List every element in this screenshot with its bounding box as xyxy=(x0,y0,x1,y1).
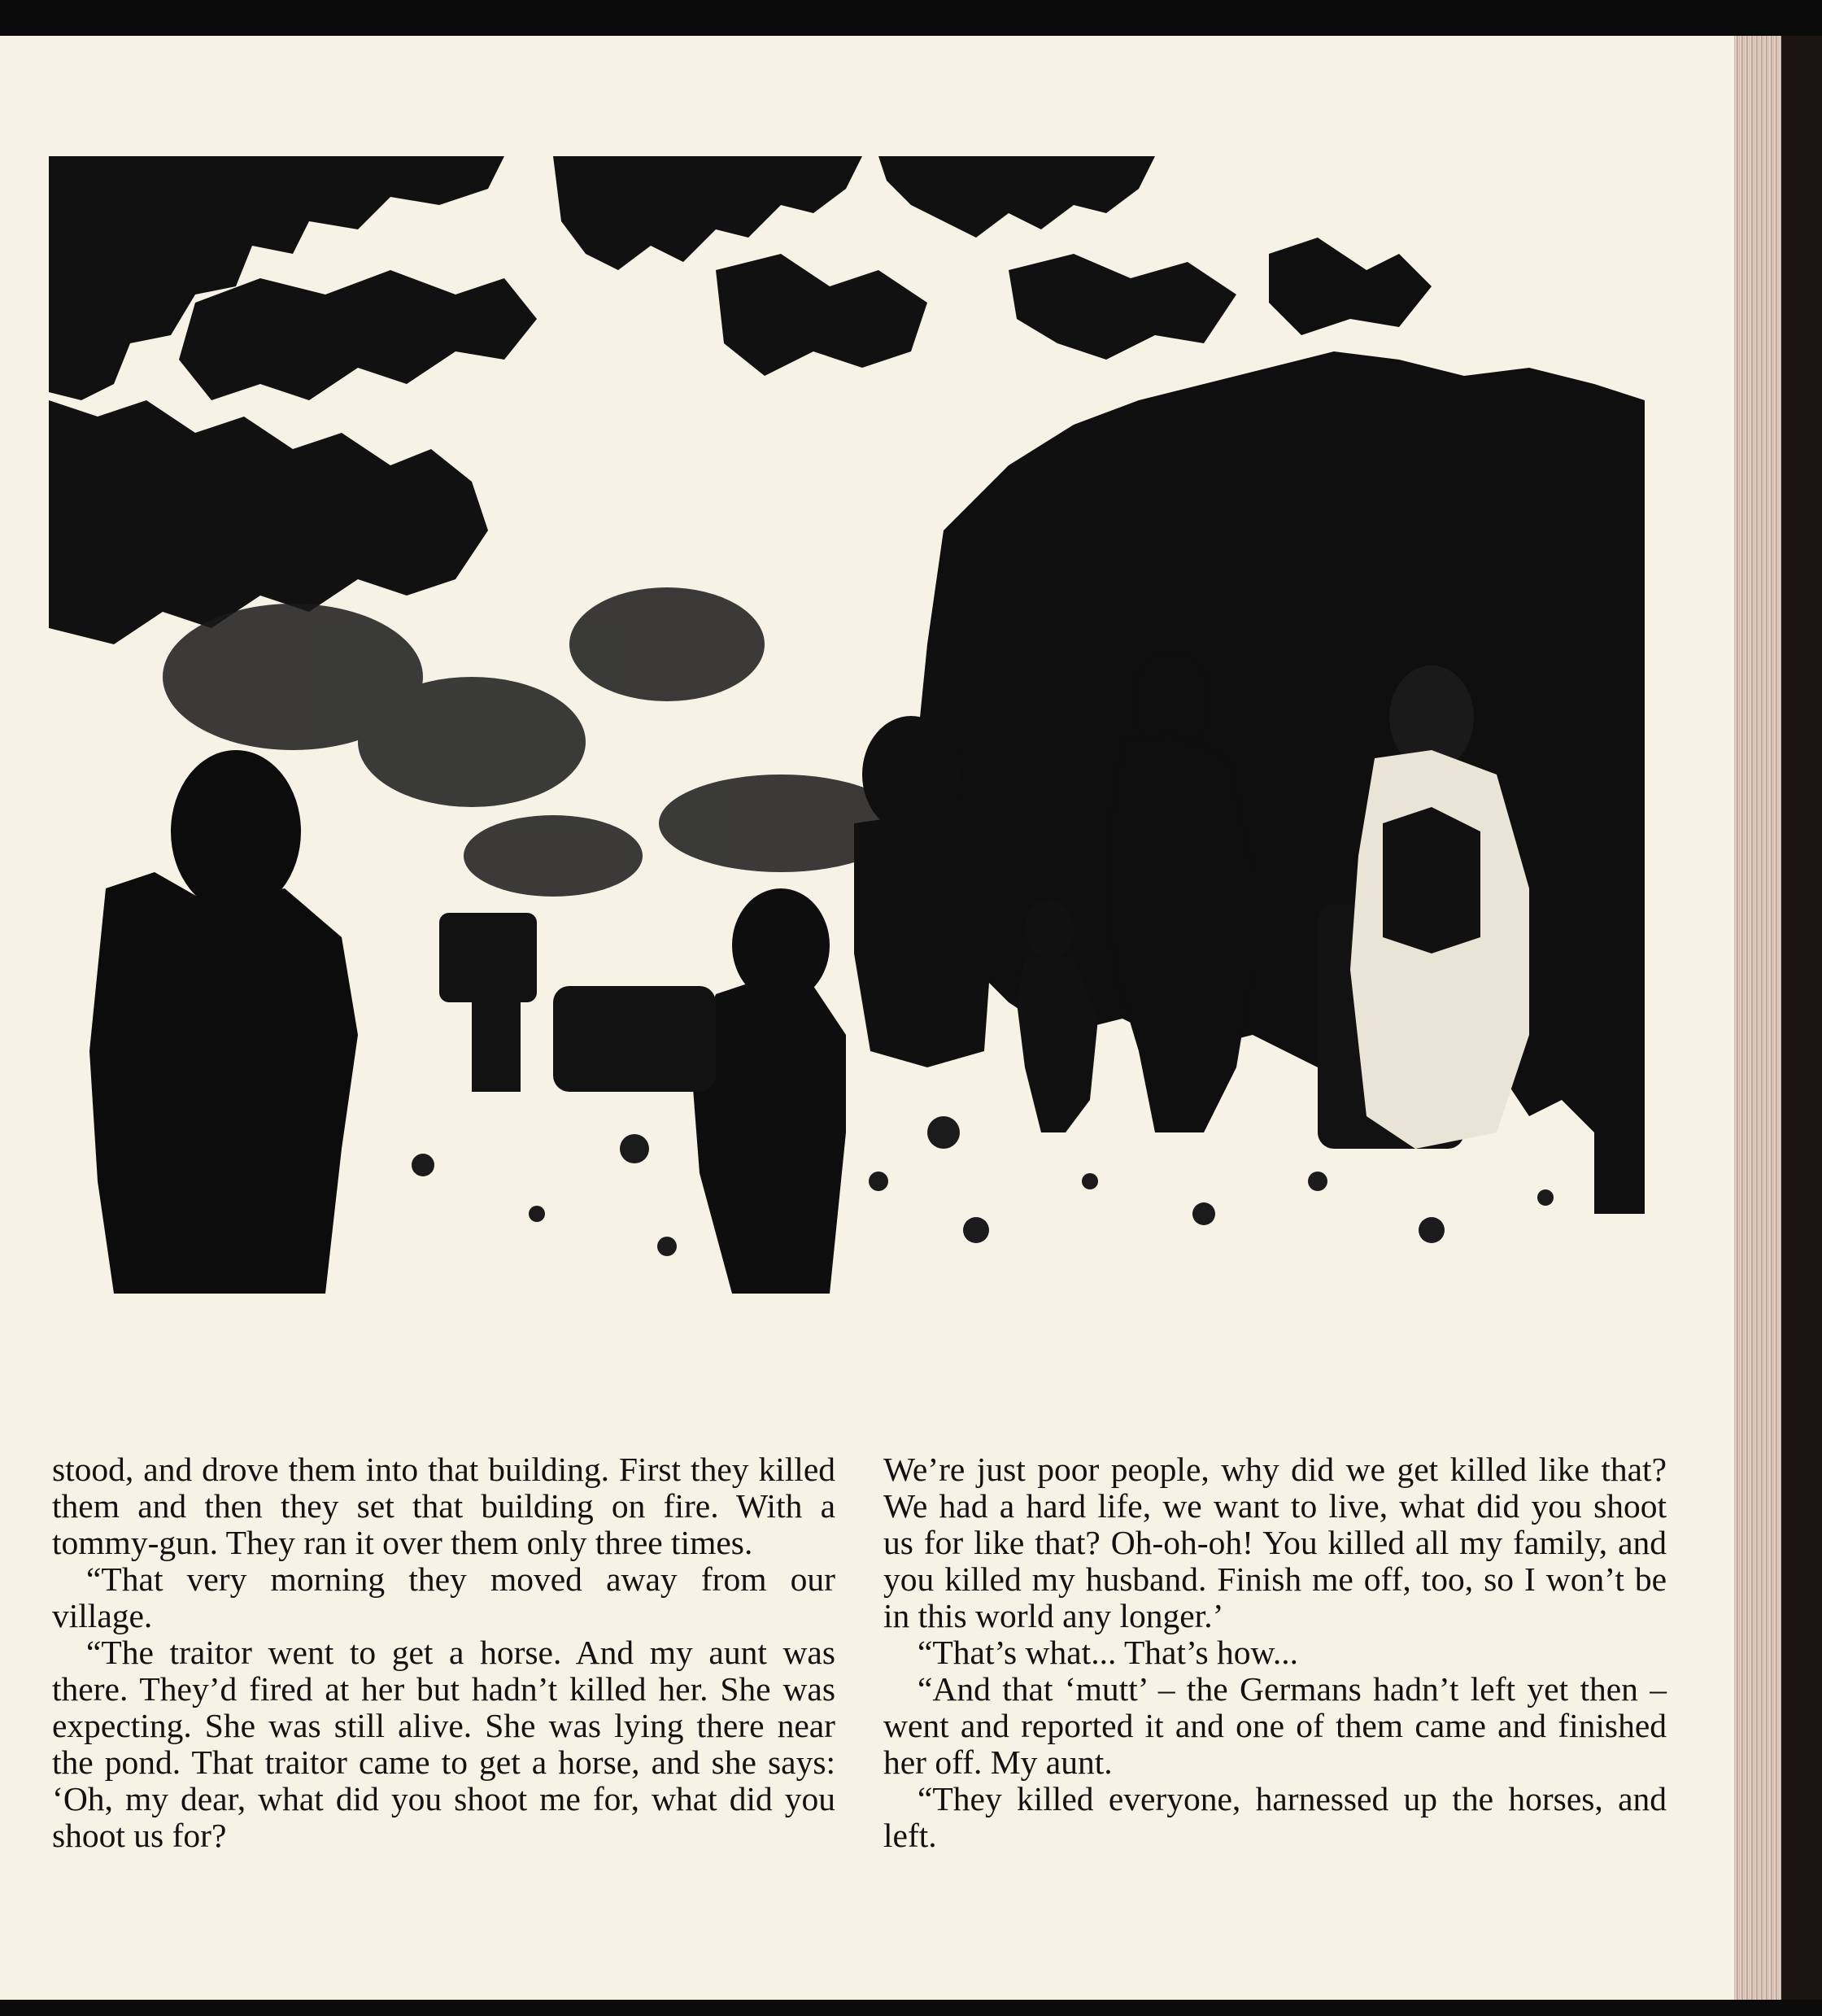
photograph-icon xyxy=(49,156,1645,1294)
paragraph: We’re just poor people, why did we get killed like that? We had a hard life, we want to live, what did you shoot us for like that? Oh-oh-oh! You killed all my family, and you killed my husband. Finish me off, too, so I won’t be in this world any longer.’ xyxy=(883,1451,1667,1634)
text-column-left xyxy=(52,1451,835,1854)
paragraph: stood, and drove them into that building. First they killed them and then they set that building on fire. With a tommy-gun. They ran it over them only three times. xyxy=(52,1451,835,1561)
paragraph: “That very morning they moved away from our village. xyxy=(52,1560,835,1634)
text-column-right xyxy=(883,1451,1667,1854)
figure-child-center xyxy=(691,888,846,1294)
paragraph: “That’s what... That’s how... xyxy=(918,1634,1298,1671)
photograph xyxy=(49,156,1645,1294)
page-edges xyxy=(1734,36,1781,2000)
paragraph: “They killed everyone, harnessed up the horses, and left. xyxy=(883,1780,1667,1854)
paragraph: “The traitor went to get a horse. And my aunt was there. They’d fired at her but hadn’t killed her. She was expecting. She was still alive. She was lying there near the pond. That traitor came to get a horse, and she says: ‘Oh, my dear, what did you shoot me for, what did you shoot us for? xyxy=(52,1634,835,1854)
paragraph: “And that ‘mutt’ – the Germans hadn’t left yet then – went and reported it and one of them came and finished her off. My aunt. xyxy=(883,1670,1667,1781)
book-binding xyxy=(1781,36,1822,2000)
right-dark-edge xyxy=(1594,400,1645,1214)
figure-left-foreground xyxy=(89,750,358,1294)
